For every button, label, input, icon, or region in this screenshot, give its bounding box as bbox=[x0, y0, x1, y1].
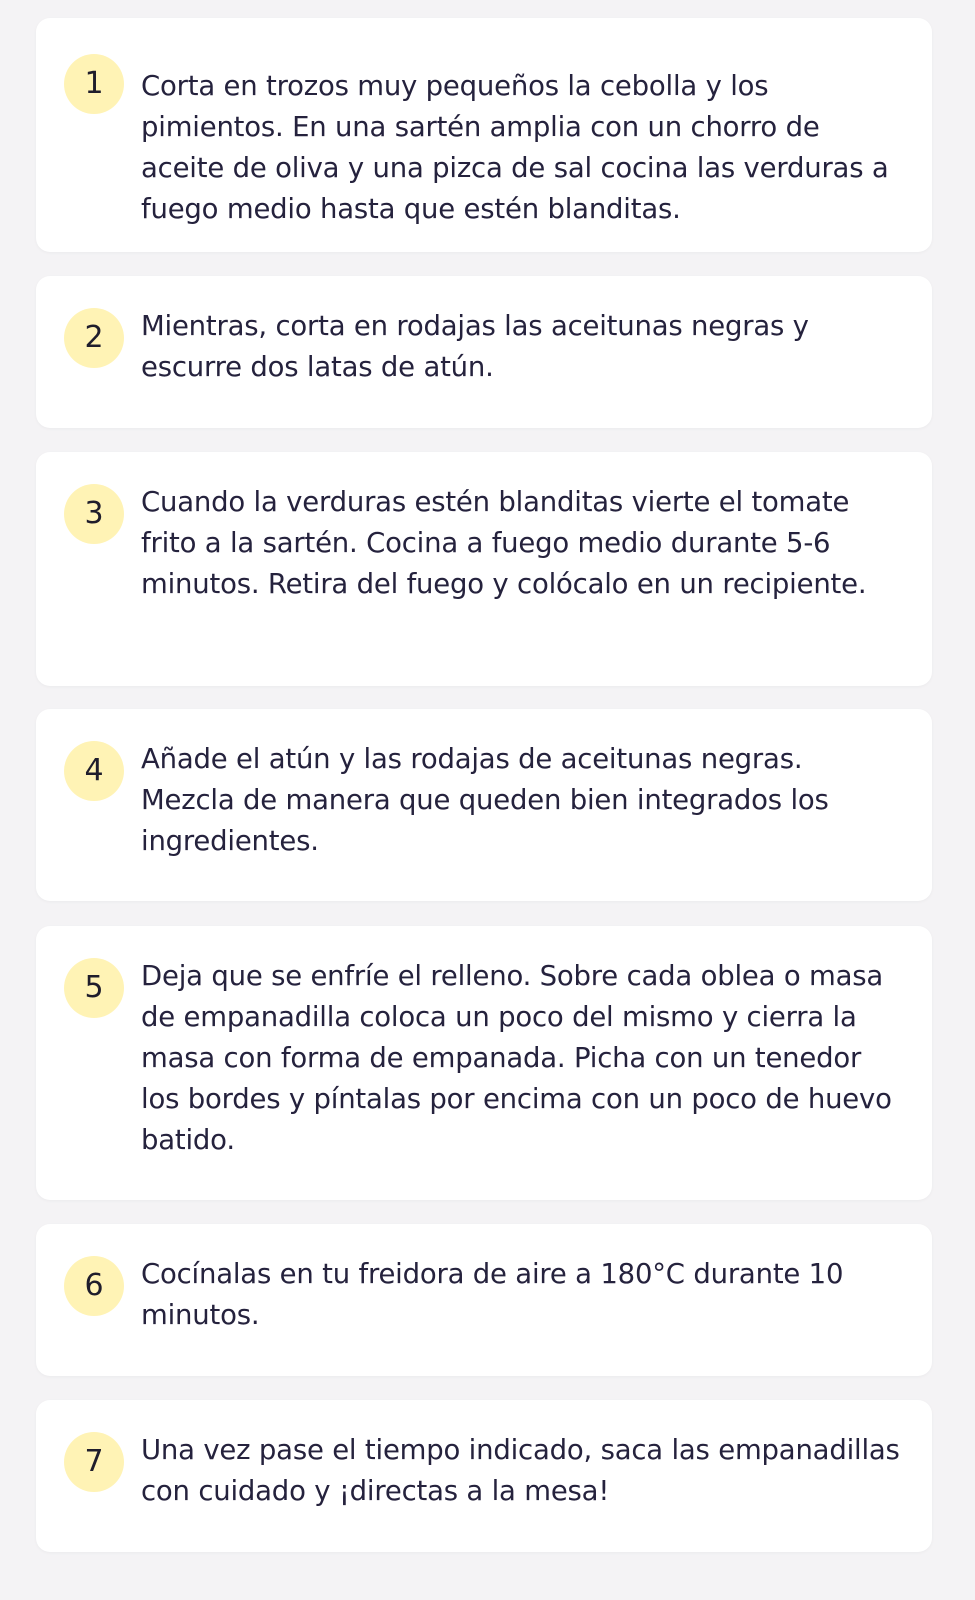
step-card-1 bbox=[36, 18, 932, 252]
step-text: Cocínalas en tu freidora de aire a 180°C durante 10 minutos. bbox=[141, 1258, 844, 1331]
step-text: Añade el atún y las rodajas de aceitunas negras. Mezcla de manera que queden bien integrados los ingredientes. bbox=[141, 743, 829, 857]
step-number-badge: 3 bbox=[64, 484, 124, 544]
step-text: Una vez pase el tiempo indicado, saca las empanadillas con cuidado y ¡directas a la mesa! bbox=[141, 1434, 900, 1507]
step-card-4 bbox=[36, 709, 932, 901]
step-text: Deja que se enfríe el relleno. Sobre cada oblea o masa de empanadilla coloca un poco del mismo y cierra la masa con forma de empanada. Picha con un tenedor los bordes y píntalas por encima con un poco de huevo batido. bbox=[141, 960, 892, 1156]
step-text: Cuando la verduras estén blanditas vierte el tomate frito a la sartén. Cocina a fuego medio durante 5-6 minutos. Retira del fuego y colócalo en un recipiente. bbox=[141, 486, 867, 600]
step-card-5 bbox=[36, 926, 932, 1200]
step-card-6 bbox=[36, 1224, 932, 1376]
step-card-2 bbox=[36, 276, 932, 428]
step-number-badge: 2 bbox=[64, 308, 124, 368]
step-card-3 bbox=[36, 452, 932, 686]
step-card-7 bbox=[36, 1400, 932, 1552]
step-number-badge: 7 bbox=[64, 1432, 124, 1492]
step-number-badge: 6 bbox=[64, 1256, 124, 1316]
step-number-badge: 4 bbox=[64, 741, 124, 801]
step-text: Mientras, corta en rodajas las aceitunas negras y escurre dos latas de atún. bbox=[141, 310, 809, 383]
step-text: Corta en trozos muy pequeños la cebolla y los pimientos. En una sartén amplia con un chorro de aceite de oliva y una pizca de sal cocina las verduras a fuego medio hasta que estén blanditas. bbox=[141, 70, 889, 225]
step-number-badge: 1 bbox=[64, 54, 124, 114]
step-number-badge: 5 bbox=[64, 958, 124, 1018]
